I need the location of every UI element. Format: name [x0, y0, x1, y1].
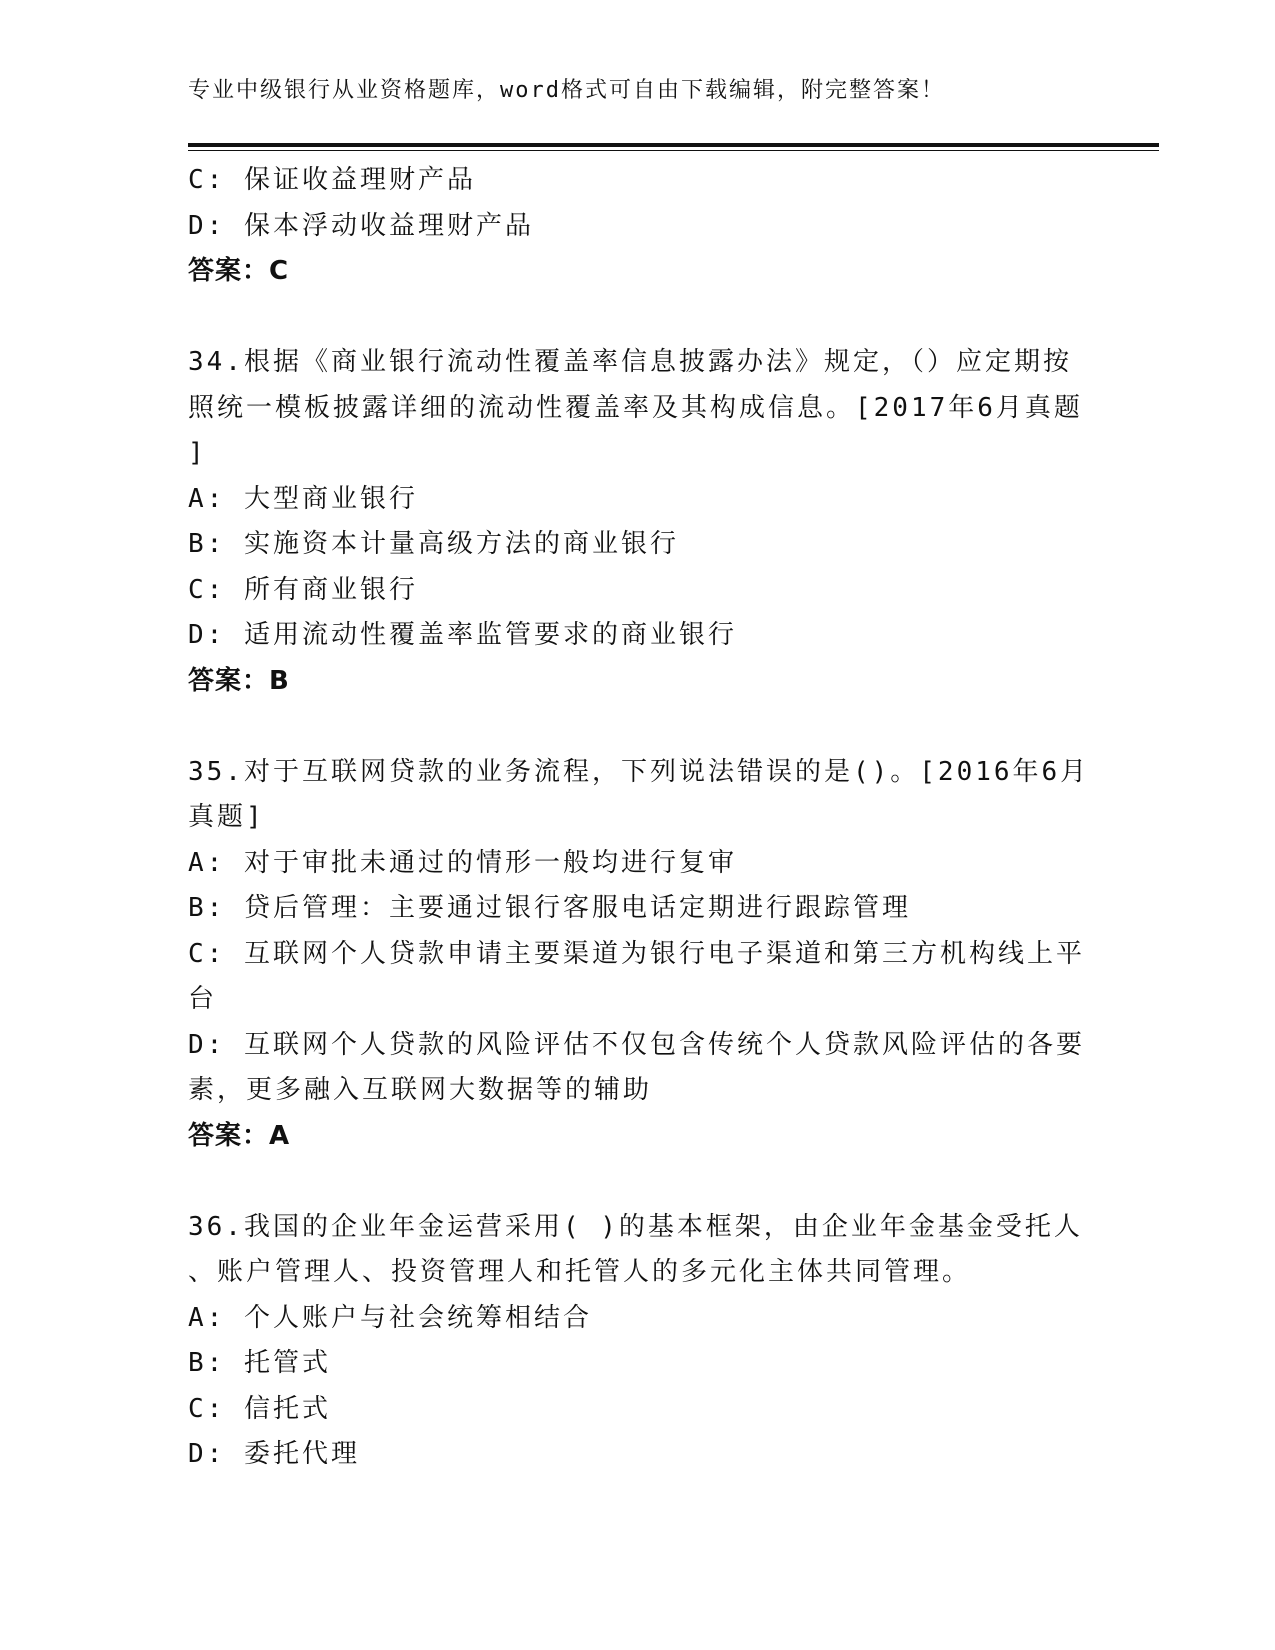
q35-option-d-line1: D: 互联网个人贷款的风险评估不仅包含传统个人贷款风险评估的各要 [188, 1029, 1085, 1060]
q34-stem-line2: 照统一模板披露详细的流动性覆盖率及其构成信息。[2017年6月真题 [188, 392, 1083, 423]
q36-option-a: A: 个人账户与社会统筹相结合 [188, 1302, 592, 1333]
q36-stem-line2: 、账户管理人、投资管理人和托管人的多元化主体共同管理。 [188, 1257, 972, 1287]
q35-stem-line2: 真题] [188, 802, 265, 832]
q34-option-a: A: 大型商业银行 [188, 483, 418, 514]
q34-option-b: B: 实施资本计量高级方法的商业银行 [188, 529, 679, 559]
spacer [188, 1159, 1088, 1205]
q35-answer: 答案：A [188, 1120, 291, 1151]
q35-option-d-line2: 素，更多融入互联网大数据等的辅助 [188, 1075, 653, 1105]
q34-option-d: D: 适用流动性覆盖率监管要求的商业银行 [188, 620, 737, 650]
header-divider-thin [188, 150, 1159, 151]
q35-stem-line1: 35.对于互联网贷款的业务流程，下列说法错误的是()。[2016年6月 [188, 756, 1090, 787]
spacer [188, 295, 1088, 341]
prev-option-d: D: 保本浮动收益理财产品 [188, 210, 534, 241]
page-header-title: 专业中级银行从业资格题库，word格式可自由下载编辑，附完整答案！ [188, 78, 945, 103]
q34-stem-line1: 34.根据《商业银行流动性覆盖率信息披露办法》规定，（）应定期按 [188, 347, 1072, 377]
q36-option-b: B: 托管式 [188, 1348, 331, 1378]
q35-option-c-line1: C: 互联网个人贷款申请主要渠道为银行电子渠道和第三方机构线上平 [188, 938, 1085, 969]
q34-answer: 答案：B [188, 665, 290, 696]
q36-stem-line1: 36.我国的企业年金运营采用( )的基本框架，由企业年金基金受托人 [188, 1211, 1083, 1242]
q34-option-c: C: 所有商业银行 [188, 574, 418, 605]
q35-option-b: B: 贷后管理：主要通过银行客服电话定期进行跟踪管理 [188, 893, 911, 923]
q36-option-c: C: 信托式 [188, 1393, 331, 1424]
q36-option-d: D: 委托代理 [188, 1439, 360, 1469]
spacer [188, 704, 1088, 750]
question-content [188, 158, 1088, 1478]
q35-option-c-line2: 台 [188, 984, 218, 1014]
prev-option-c: C: 保证收益理财产品 [188, 165, 476, 195]
q35-option-a: A: 对于审批未通过的情形一般均进行复审 [188, 847, 737, 878]
q34-stem-line3: ] [188, 438, 207, 468]
header-divider-thick [188, 143, 1159, 147]
prev-answer: 答案：C [188, 256, 290, 286]
